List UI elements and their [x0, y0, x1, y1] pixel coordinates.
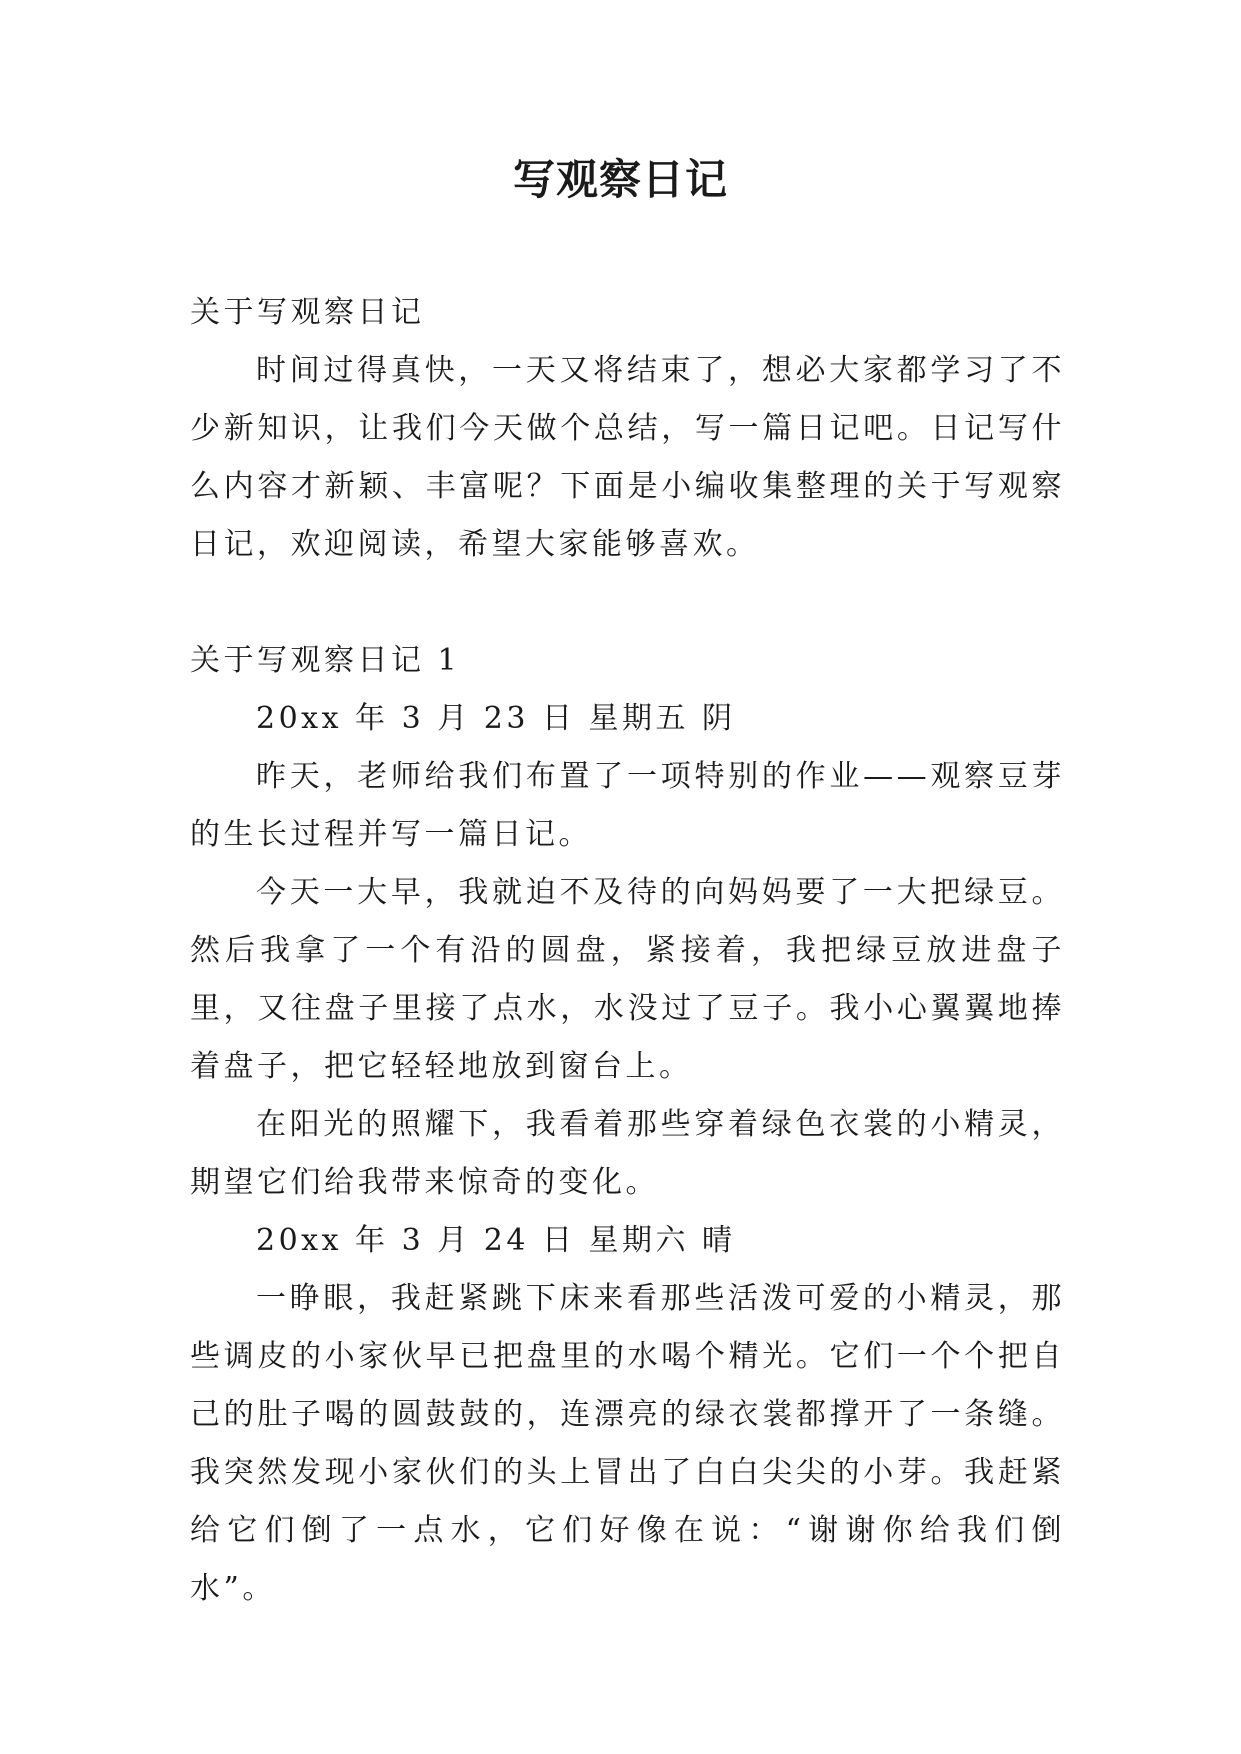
document-body — [190, 284, 1065, 1618]
section-gap — [190, 574, 1065, 632]
section1-heading: 关于写观察日记 1 — [190, 643, 461, 678]
body-paragraph: 昨天，老师给我们布置了一项特别的作业——观察豆芽的生长过程并写一篇日记。 — [190, 759, 1065, 852]
intro-heading: 关于写观察日记 — [190, 295, 425, 330]
body-paragraph: 一睁眼，我赶紧跳下床来看那些活泼可爱的小精灵，那些调皮的小家伙早已把盘里的水喝个精光。它们一个个把自己的肚子喝的圆鼓鼓的，连漂亮的绿衣裳都撑开了一条缝。我突然发现小家伙们的头上冒出了白白尖尖的小芽。我赶紧给它们倒了一点水，它们好像在说：“谢谢你给我们倒水”。 — [190, 1281, 1065, 1606]
entry-date: 20xx 年 3 月 24 日 星期六 晴 — [256, 1223, 736, 1258]
entry-date: 20xx 年 3 月 23 日 星期五 阴 — [256, 701, 736, 736]
intro-paragraph: 时间过得真快，一天又将结束了，想必大家都学习了不少新知识，让我们今天做个总结，写一篇日记吧。日记写什么内容才新颖、丰富呢？下面是小编收集整理的关于写观察日记，欢迎阅读，希望大家能够喜欢。 — [190, 353, 1065, 562]
body-paragraph: 在阳光的照耀下，我看着那些穿着绿色衣裳的小精灵，期望它们给我带来惊奇的变化。 — [190, 1107, 1065, 1200]
body-paragraph: 今天一大早，我就迫不及待的向妈妈要了一大把绿豆。然后我拿了一个有沿的圆盘，紧接着，我把绿豆放进盘子里，又往盘子里接了点水，水没过了豆子。我小心翼翼地捧着盘子，把它轻轻地放到窗台上。 — [190, 875, 1065, 1084]
document-title: 写观察日记 — [512, 155, 728, 204]
